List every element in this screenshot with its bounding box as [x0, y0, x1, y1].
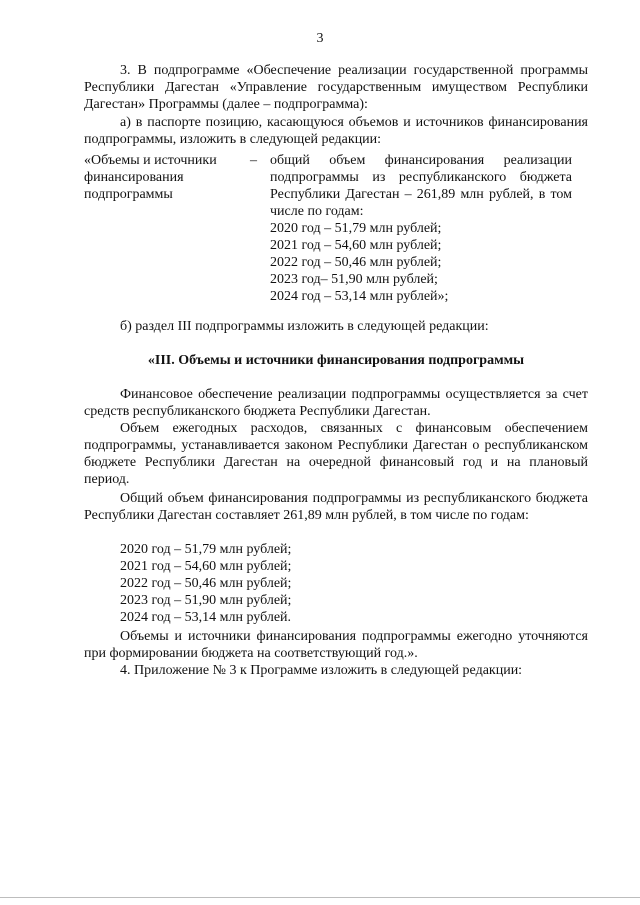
scan-edge-line — [0, 897, 640, 898]
passport-value — [270, 152, 572, 305]
passport-year-line: 2020 год – 51,79 млн рублей; — [270, 221, 442, 236]
item-3-paragraph — [84, 62, 588, 113]
passport-label-line: «Объемы и источники — [84, 153, 217, 168]
passport-label-line: подпрограммы — [84, 187, 173, 202]
paragraph-1 — [84, 386, 588, 420]
year-line: 2022 год – 50,46 млн рублей; — [120, 576, 292, 591]
passport-table — [84, 152, 588, 310]
item-a-paragraph — [84, 114, 588, 148]
year-line: 2020 год – 51,79 млн рублей; — [120, 542, 292, 557]
item-4-text: 4. Приложение № 3 к Программе изложить в следующей редакции: — [120, 663, 523, 678]
year-line: 2024 год – 53,14 млн рублей. — [120, 610, 292, 625]
item-b-paragraph — [84, 318, 588, 335]
paragraph-2 — [84, 420, 588, 488]
item-4-paragraph — [84, 662, 588, 679]
passport-year-line: 2021 год – 54,60 млн рублей; — [270, 238, 442, 253]
passport-year-line: 2022 год – 50,46 млн рублей; — [270, 255, 442, 270]
paragraph-4-text: Объемы и источники финансирования подпрограммы ежегодно уточняются при формировании бюджета на соответствующий год.». — [84, 629, 588, 661]
passport-intro: общий объем финансирования реализации подпрограммы из республиканского бюджета Республики Дагестан – 261,89 млн рублей, в том числе по годам: — [270, 153, 572, 219]
paragraph-3-text: Общий объем финансирования подпрограммы из республиканского бюджета Республики Дагестан составляет 261,89 млн рублей, в том числе по годам: — [84, 491, 588, 523]
passport-dash: – — [250, 153, 257, 168]
year-line: 2021 год – 54,60 млн рублей; — [120, 559, 292, 574]
passport-year-line: 2023 год– 51,90 млн рублей; — [270, 272, 438, 287]
paragraph-4 — [84, 628, 588, 662]
passport-label — [84, 152, 244, 203]
paragraph-3 — [84, 490, 588, 524]
passport-label-line: финансирования — [84, 170, 184, 185]
item-a-text: а) в паспорте позицию, касающуюся объемов и источников финансирования подпрограммы, изложить в следующей редакции: — [84, 115, 588, 147]
page-number: 3 — [316, 31, 324, 46]
paragraph-1-text: Финансовое обеспечение реализации подпрограммы осуществляется за счет средств республиканского бюджета Республики Дагестан. — [84, 387, 588, 419]
item-b-text: б) раздел III подпрограммы изложить в следующей редакции: — [120, 319, 489, 334]
section-heading: «III. Объемы и источники финансирования подпрограммы — [147, 353, 525, 368]
year-line: 2023 год – 51,90 млн рублей; — [120, 593, 292, 608]
item-3-text: 3. В подпрограмме «Обеспечение реализации государственной программы Республики Дагестан «Управление государственным имуществом Республики Дагестан» Программы (далее – подпрограмма): — [84, 63, 588, 112]
years-list — [120, 541, 291, 626]
passport-year-line: 2024 год – 53,14 млн рублей»; — [270, 289, 449, 304]
paragraph-2-text: Объем ежегодных расходов, связанных с финансовым обеспечением подпрограммы, устанавливается законом Республики Дагестан о республиканском бюджете Республики Дагестан на очередной финансовый год и на плановый период. — [84, 421, 588, 487]
